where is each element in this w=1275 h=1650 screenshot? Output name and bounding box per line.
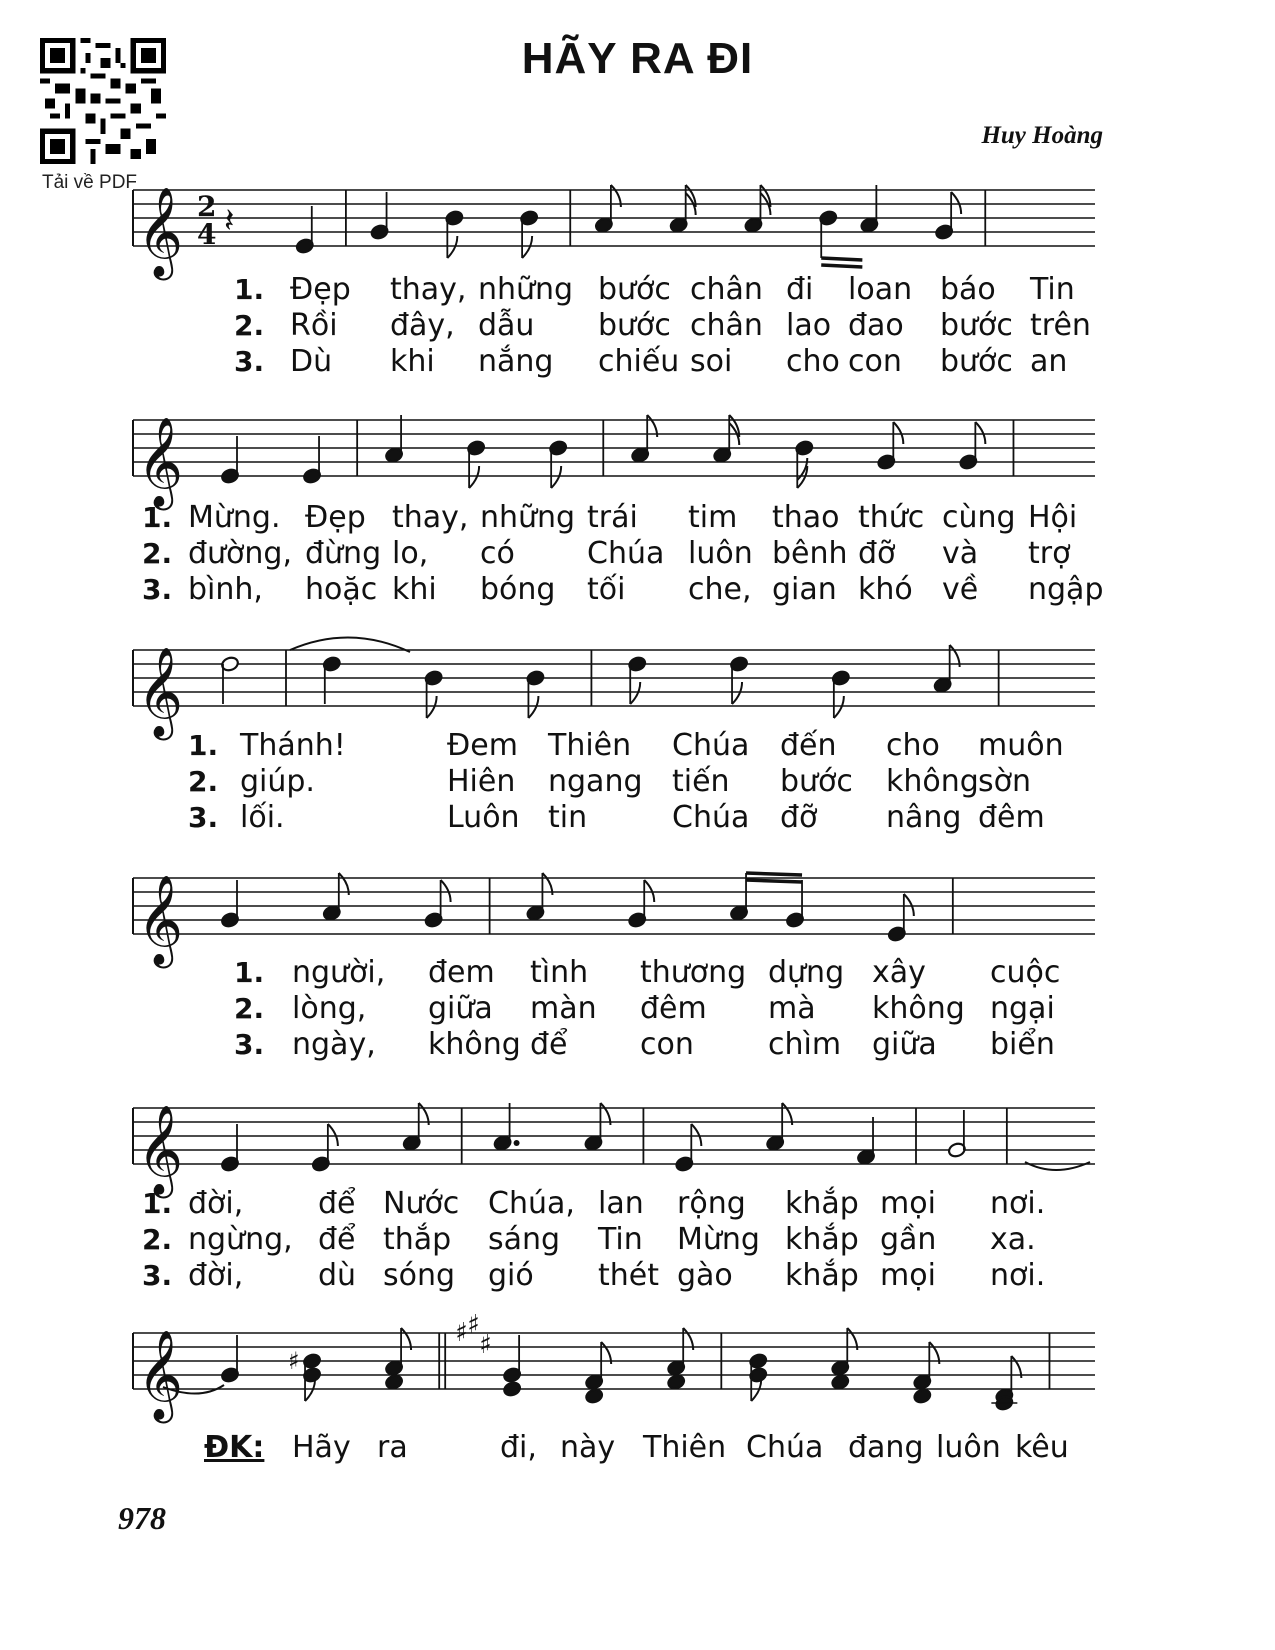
treble-clef-icon: 𝄞 xyxy=(137,875,184,965)
lyric-word: biển xyxy=(990,1027,1055,1062)
lyric-word: đang xyxy=(848,1430,924,1465)
verse-number: 2. xyxy=(142,537,173,570)
lyric-word: dẫu xyxy=(478,308,535,343)
note-flag xyxy=(528,696,538,718)
lyric-word: đi, xyxy=(500,1430,537,1465)
lyric-word: này xyxy=(560,1430,616,1465)
verse-number: 1. xyxy=(142,1187,173,1220)
lyric-word: đời, xyxy=(188,1258,244,1293)
lyric-word: Chúa xyxy=(746,1430,824,1465)
staff-system xyxy=(0,1303,1275,1443)
verse-number: 3. xyxy=(234,1028,265,1061)
sharp-icon: ♯ xyxy=(455,1318,468,1348)
verse-number: 3. xyxy=(188,801,219,834)
verse-number: 2. xyxy=(142,1223,173,1256)
lyric-word: để xyxy=(318,1186,356,1221)
note-flag xyxy=(551,466,561,488)
lyric-word: ngập xyxy=(1028,572,1104,607)
treble-clef-icon: 𝄞 xyxy=(137,187,184,277)
sharp-icon: ♯ xyxy=(288,1347,300,1375)
verse-number: 1. xyxy=(142,501,173,534)
verse-number: 3. xyxy=(142,573,173,606)
lyric-word: mà xyxy=(768,991,816,1026)
note-flag xyxy=(904,894,914,916)
lyric-word: có xyxy=(480,536,515,571)
lyric-word: loan xyxy=(848,272,913,307)
lyric-word: chìm xyxy=(768,1027,842,1062)
lyric-word: lan xyxy=(598,1186,644,1221)
lyric-word: không xyxy=(428,1027,521,1062)
lyric-word: Chúa, xyxy=(488,1186,575,1221)
sharp-icon: ♯ xyxy=(467,1310,480,1340)
download-pdf-link[interactable]: Tải về PDF xyxy=(42,172,138,193)
lyric-word: Chúa xyxy=(672,800,750,835)
lyric-word: những xyxy=(478,272,574,307)
lyric-word: thay, xyxy=(392,500,469,535)
notehead xyxy=(503,1381,522,1398)
song-title: HÃY RA ĐI xyxy=(521,34,754,83)
lyric-word: mọi xyxy=(880,1186,936,1221)
lyric-word: tình xyxy=(530,955,589,990)
lyric-word: màn xyxy=(530,991,597,1026)
lyric-word: để xyxy=(318,1222,356,1257)
lyric-word: sáng xyxy=(488,1222,561,1257)
note-flag xyxy=(469,466,479,488)
lyric-word: Rồi xyxy=(290,308,338,343)
lyric-word: những xyxy=(480,500,576,535)
lyric-word: không xyxy=(872,991,965,1026)
lyric-word: nắng xyxy=(478,344,554,379)
note-beam xyxy=(821,258,862,260)
lyric-word: Chúa xyxy=(587,536,665,571)
verse-number: 3. xyxy=(142,1259,173,1292)
lyric-word: rộng xyxy=(677,1186,746,1221)
verse-number: 2. xyxy=(188,765,219,798)
lyric-word: con xyxy=(640,1027,694,1062)
lyric-word: chân xyxy=(690,308,763,343)
note-flag xyxy=(427,696,437,718)
lyric-word: bước xyxy=(598,308,671,343)
verse-number: 3. xyxy=(234,345,265,378)
lyric-word: ngày, xyxy=(292,1027,376,1062)
notehead xyxy=(831,1374,850,1391)
lyric-word: về xyxy=(942,572,979,607)
lyric-word: tối xyxy=(587,572,626,607)
lyric-word: bóng xyxy=(480,572,556,607)
lyric-word: chân xyxy=(690,272,763,307)
lyric-word: khắp xyxy=(785,1186,859,1221)
lyric-word: thay, xyxy=(390,272,467,307)
note-flag xyxy=(893,422,903,444)
notehead xyxy=(667,1374,686,1391)
note-flag xyxy=(691,1124,701,1146)
note-beam xyxy=(746,880,802,882)
lyric-word: Nước xyxy=(383,1186,460,1221)
lyric-word: giúp. xyxy=(240,764,315,799)
lyric-word: và xyxy=(942,536,979,571)
lyric-word: dựng xyxy=(768,955,845,990)
lyric-word: giữa xyxy=(428,991,493,1026)
lyric-word: cùng xyxy=(942,500,1016,535)
note-flag xyxy=(441,880,451,902)
lyric-word: đỡ xyxy=(858,536,896,571)
lyric-word: nơi. xyxy=(990,1258,1046,1293)
lyric-word: dù xyxy=(318,1258,357,1293)
note-flag xyxy=(630,682,640,704)
treble-clef-icon: 𝄞 xyxy=(137,1330,184,1420)
lyric-word: đừng xyxy=(305,536,382,571)
lyric-word: thương xyxy=(640,955,747,990)
lyric-word: đời, xyxy=(188,1186,244,1221)
treble-clef-icon: 𝄞 xyxy=(137,647,184,737)
lyric-word: khi xyxy=(390,344,435,379)
lyric-word: không xyxy=(886,764,979,799)
lyric-word: nâng xyxy=(886,800,962,835)
lyric-word: bước xyxy=(940,308,1013,343)
lyric-word: tiến xyxy=(672,764,730,799)
lyric-word: đây, xyxy=(390,308,455,343)
lyric-word: Thánh! xyxy=(240,728,346,763)
lyric-word: Dù xyxy=(290,344,333,379)
lyric-word: muôn xyxy=(978,728,1064,763)
lyric-word: Hãy xyxy=(292,1430,351,1465)
lyric-word: Hiên xyxy=(447,764,516,799)
lyric-word: Mừng. xyxy=(188,500,281,535)
lyric-word: đến xyxy=(780,728,837,763)
composer-name: Huy Hoàng xyxy=(981,122,1103,149)
lyric-word: gió xyxy=(488,1258,534,1293)
note-beam xyxy=(746,873,802,875)
lyric-word: Tin xyxy=(1030,272,1075,307)
lyric-word: Hội xyxy=(1028,500,1078,535)
quarter-rest-icon: 𝄽 xyxy=(224,201,235,241)
lyric-word: bước xyxy=(940,344,1013,379)
lyric-word: kêu xyxy=(1015,1430,1069,1465)
lyric-word: an xyxy=(1030,344,1068,379)
verse-number: 2. xyxy=(234,309,265,342)
lyric-word: đi xyxy=(786,272,814,307)
lyric-word: lo, xyxy=(392,536,429,571)
lyric-word: ra xyxy=(377,1430,408,1465)
lyric-word: soi xyxy=(690,344,733,379)
note-flag xyxy=(975,422,985,444)
lyric-word: lao xyxy=(786,308,832,343)
lyric-word: cho xyxy=(886,728,940,763)
lyric-word: tin xyxy=(548,800,588,835)
lyric-word: khắp xyxy=(785,1258,859,1293)
lyric-word: đường, xyxy=(188,536,293,571)
lyric-word: Mừng xyxy=(677,1222,760,1257)
lyric-word: nơi. xyxy=(990,1186,1046,1221)
lyric-word: Thiên xyxy=(548,728,632,763)
tie xyxy=(1025,1162,1090,1170)
page-number: 978 xyxy=(118,1500,166,1536)
lyric-word: thức xyxy=(858,500,925,535)
lyric-word: khắp xyxy=(785,1222,859,1257)
lyric-word: cho xyxy=(786,344,840,379)
lyric-word: đêm xyxy=(640,991,707,1026)
lyric-word: Đẹp xyxy=(290,272,351,307)
lyric-word: đao xyxy=(848,308,904,343)
lyric-word: báo xyxy=(940,272,996,307)
lyric-word: lối. xyxy=(240,800,285,835)
note-flag xyxy=(951,192,961,214)
lyric-word: trái xyxy=(587,500,638,535)
lyric-word: ngang xyxy=(548,764,643,799)
lyric-word: Thiên xyxy=(643,1430,727,1465)
lyric-word: Tin xyxy=(598,1222,643,1257)
lyric-word: đỡ xyxy=(780,800,818,835)
notehead xyxy=(585,1388,604,1405)
lyric-word: xa. xyxy=(990,1222,1036,1257)
notehead xyxy=(385,1374,404,1391)
lyric-word: thao xyxy=(772,500,840,535)
lyric-word: xây xyxy=(872,955,926,990)
lyric-word: bênh xyxy=(772,536,848,571)
verse-number: 1. xyxy=(234,273,265,306)
lyric-word: giữa xyxy=(872,1027,937,1062)
treble-clef-icon: 𝄞 xyxy=(137,1105,184,1195)
time-signature-bottom: 4 xyxy=(197,218,217,251)
lyric-word: người, xyxy=(292,955,386,990)
note-flag xyxy=(522,236,532,258)
lyric-word: đêm xyxy=(978,800,1045,835)
lyric-word: gian xyxy=(772,572,837,607)
lyric-word: gào xyxy=(677,1258,733,1293)
lyric-word: bước xyxy=(598,272,671,307)
verse-number: 1. xyxy=(234,956,265,989)
notehead xyxy=(913,1388,932,1405)
note-flag xyxy=(447,236,457,258)
lyric-word: khi xyxy=(392,572,437,607)
lyric-word: chiếu xyxy=(598,344,680,379)
refrain-label: ĐK: xyxy=(204,1430,265,1465)
time-signature-top: 2 xyxy=(197,190,217,223)
lyric-word: đem xyxy=(428,955,495,990)
lyric-word: con xyxy=(848,344,902,379)
sharp-icon: ♯ xyxy=(479,1330,492,1360)
note-flag xyxy=(834,696,844,718)
lyric-word: sờn xyxy=(978,764,1031,799)
lyric-word: trợ xyxy=(1028,536,1071,571)
lyric-word: ngại xyxy=(990,991,1055,1026)
lyric-word: cuộc xyxy=(990,955,1061,990)
lyric-word: hoặc xyxy=(305,572,378,607)
dot xyxy=(514,1140,520,1146)
lyric-word: Đem xyxy=(447,728,518,763)
lyric-word: khó xyxy=(858,572,913,607)
lyric-word: lòng, xyxy=(292,991,367,1026)
lyric-word: thắp xyxy=(383,1222,452,1257)
lyric-word: Luôn xyxy=(447,800,520,835)
lyric-word: bình, xyxy=(188,572,263,607)
lyric-word: mọi xyxy=(880,1258,936,1293)
lyric-word: trên xyxy=(1030,308,1091,343)
lyric-word: Chúa xyxy=(672,728,750,763)
note-flag xyxy=(328,1124,338,1146)
lyric-word: gần xyxy=(880,1222,937,1257)
verse-number: 1. xyxy=(188,729,219,762)
verse-number: 2. xyxy=(234,992,265,1025)
lyric-word: ngừng, xyxy=(188,1222,293,1257)
note-flag xyxy=(644,880,654,902)
lyric-word: sóng xyxy=(383,1258,456,1293)
treble-clef-icon: 𝄞 xyxy=(137,417,184,507)
note-beam xyxy=(821,265,862,267)
lyric-word: luôn xyxy=(936,1430,1001,1465)
note-flag xyxy=(732,682,742,704)
lyric-word: bước xyxy=(780,764,853,799)
lyric-word: tim xyxy=(688,500,738,535)
lyric-word: che, xyxy=(688,572,752,607)
lyric-word: luôn xyxy=(688,536,753,571)
lyric-word: để xyxy=(530,1027,568,1062)
lyric-word: thét xyxy=(598,1258,659,1293)
lyric-word: Đẹp xyxy=(305,500,366,535)
staff-system xyxy=(0,848,1275,988)
